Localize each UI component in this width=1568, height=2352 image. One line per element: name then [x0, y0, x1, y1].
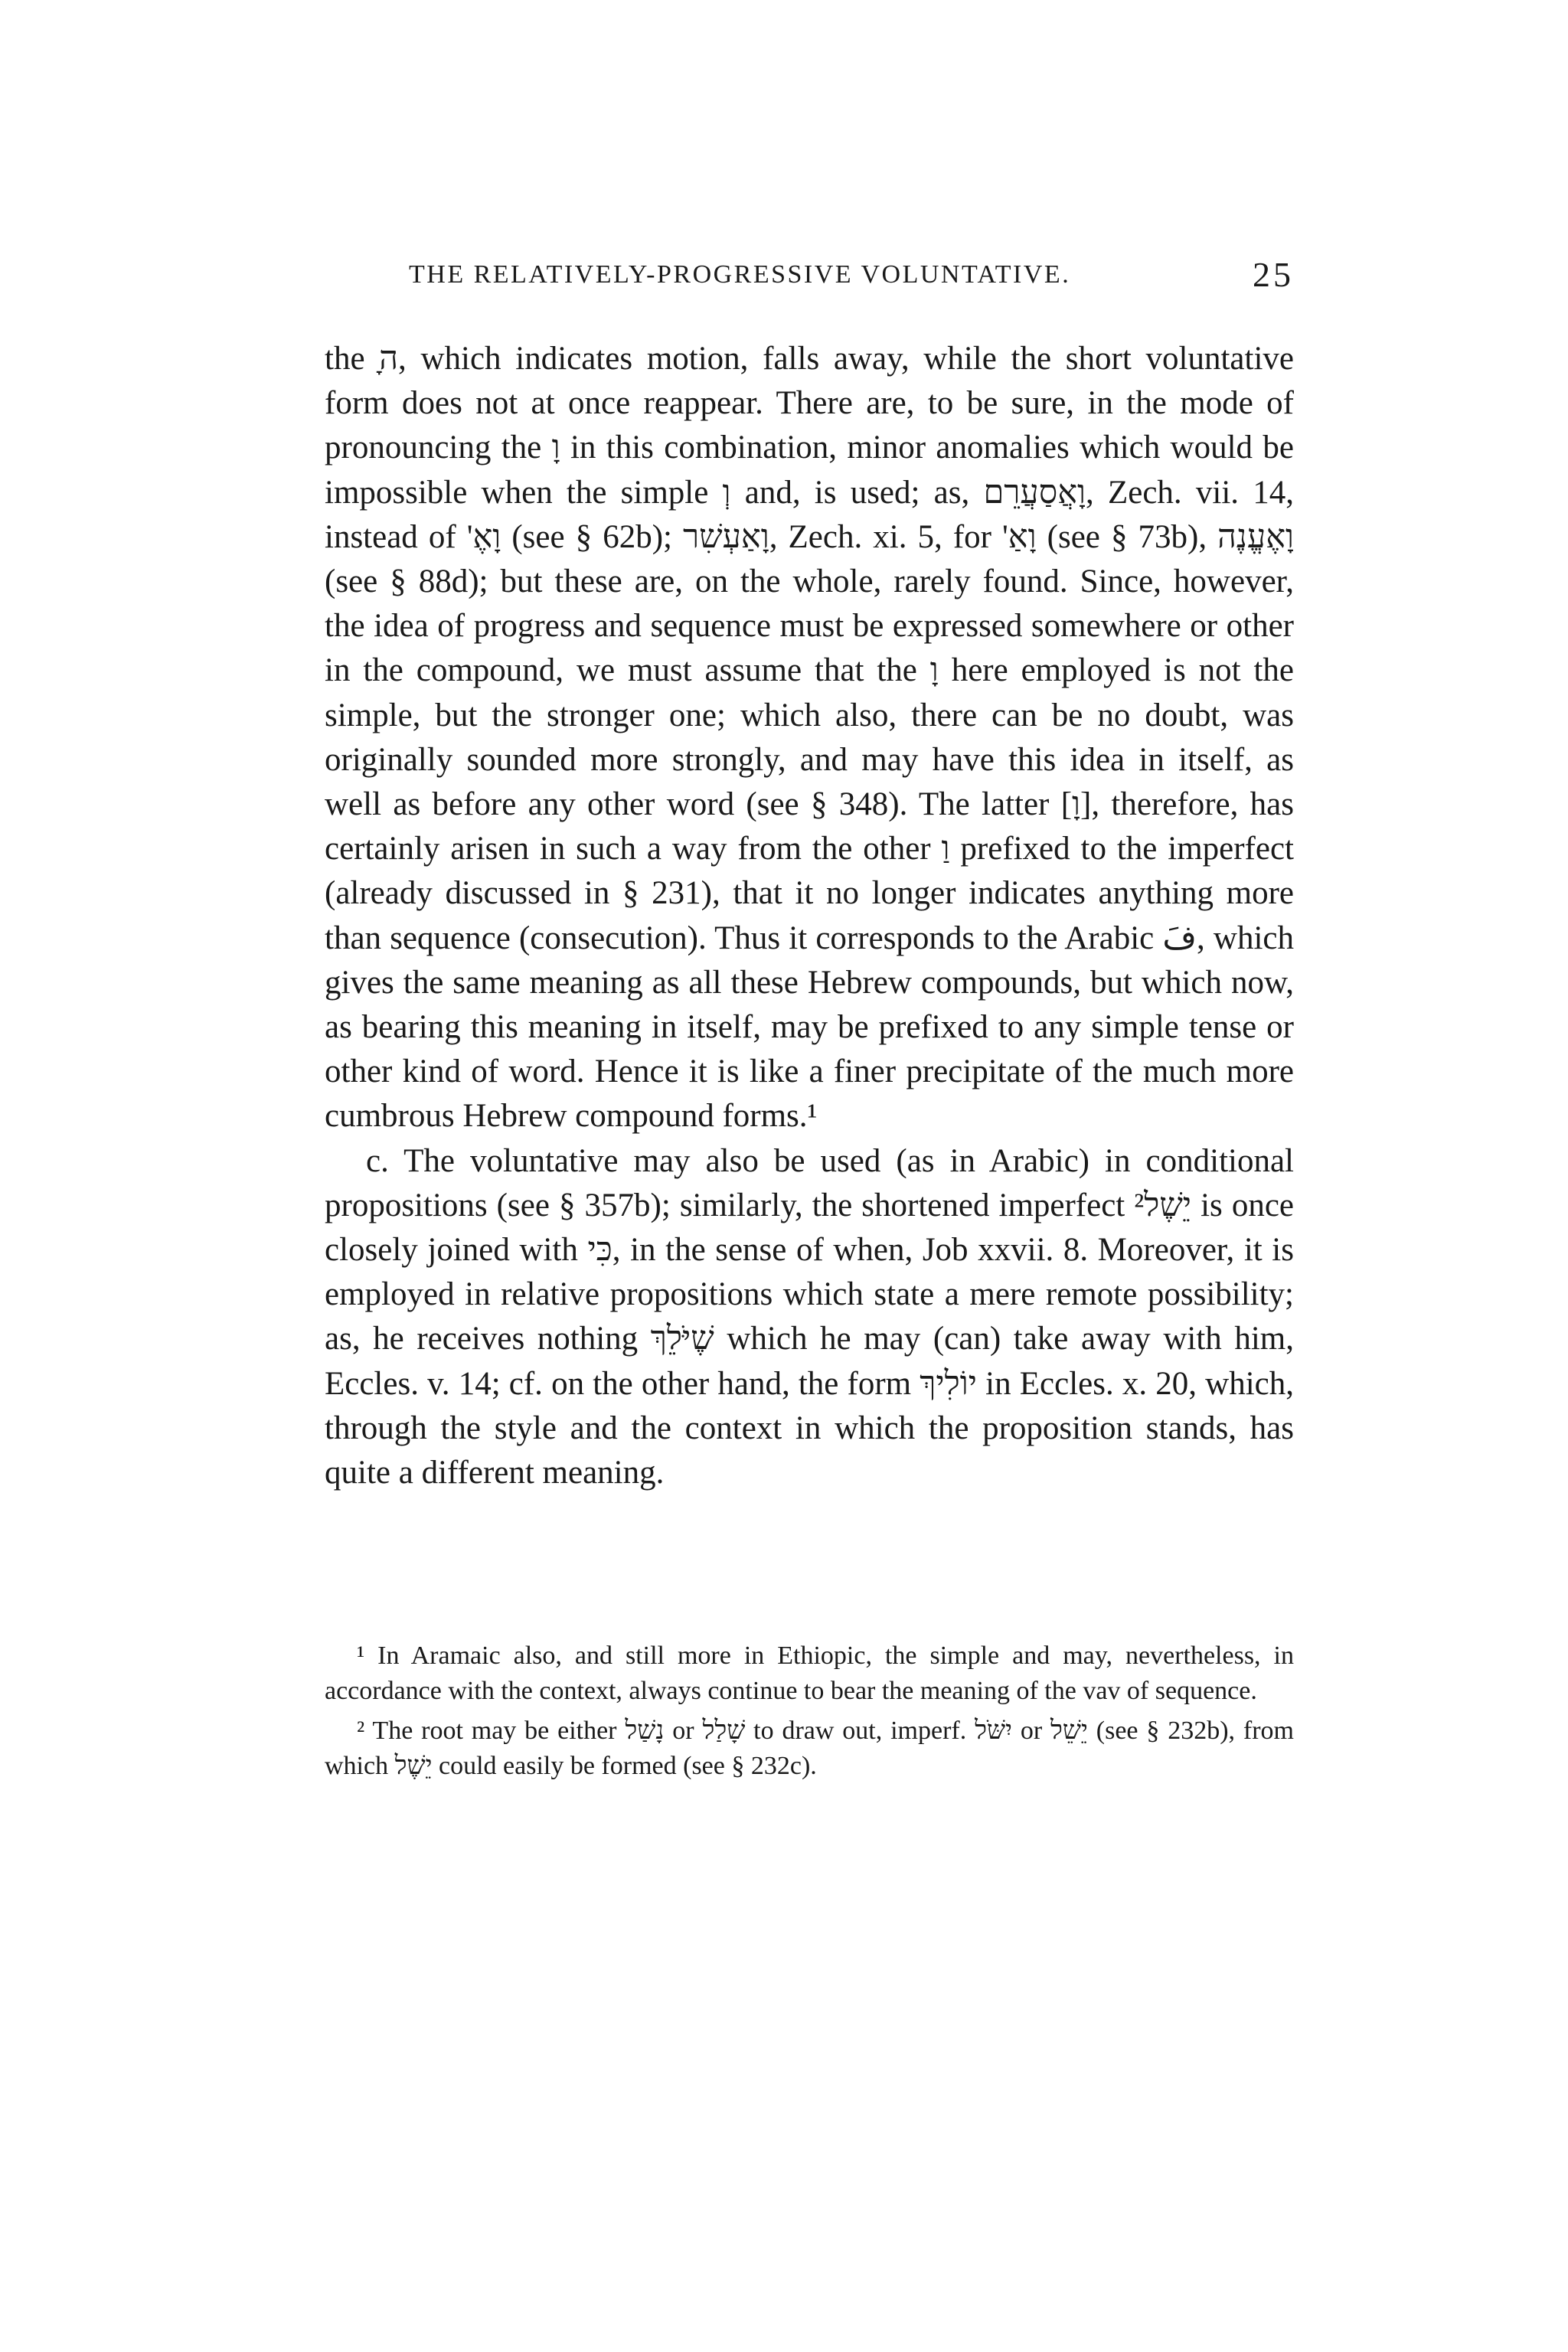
paragraph-continuation: the ה‍ָ‍, which indicates motion, falls away, while the short voluntative form does not at once reappear. There are, to be sure, in the mode of pronouncing the וָ in this combination, minor anomalies which would be impossible when the simple וְ and, is used; as, וָאֲסַעֲרֵם, Zech. vii. 14, instead of 'וָאֶ (see § 62b); וָאַעְשִׁר, Zech. xi. 5, for 'וָאַ (see § 73b), וָאֶעֱנֶה (see § 88d); but these are, on the whole, rarely found. Since, however, the idea of progress and sequence must be expressed somewhere or other in the compound, we must assume that the וָ here employed is not the simple, but the stronger one; which also, there can be no doubt, was originally sounded more strongly, and may have this idea in itself, as well as before any other word (see § 348). The latter [וָ], therefore, has certainly arisen in such a way from the other וַ prefixed to the imperfect (already discussed in § 231), that it no longer indicates anything more than sequence (consecution). Thus it corresponds to the Arabic فَ, which gives the same meaning as all these Hebrew compounds, but which now, as bearing this meaning in itself, may be prefixed to any simple tense or other kind of word. Hence it is like a finer precipitate of the much more cumbrous Hebrew compound forms.¹	[325, 341, 1295, 1135]
running-head	[325, 255, 1294, 305]
paragraph-c: c. The voluntative may also be used (as in Arabic) in conditional propositions (see § 357b); similarly, the shortened imperfect יֵשֶׁל² is once closely joined with כִּי, in the sense of when, Job xxvii. 8. Moreover, it is employed in relative propositions which state a mere remote possibility; as, he receives nothing שֶׁיֹּלֵךְ which he may (can) take away with him, Eccles. v. 14; cf. on the other hand, the form יוֹלִיךְ in Eccles. x. 20, which, through the style and the context in which the proposition stands, has quite a different meaning.	[325, 1142, 1295, 1491]
footnote-1: ¹ In Aramaic also, and still more in Ethiopic, the simple and may, nevertheless, in accordance with the context, always continue to bear the meaning of the vav of sequence.	[325, 1642, 1294, 1705]
footnotes	[325, 1638, 1294, 1788]
footnote-2: ² The root may be either נָשַׁל or שָׁלַל to draw out, imperf. יִשֹּׁל or יֵשֵׁל (see § 232b), from which יֵשֶׁל could easily be formed (see § 232c).	[325, 1717, 1294, 1780]
running-head-title: THE RELATIVELY-PROGRESSIVE VOLUNTATIVE.	[409, 260, 1071, 289]
main-text	[325, 337, 1294, 1495]
page-number: 25	[1253, 255, 1294, 294]
